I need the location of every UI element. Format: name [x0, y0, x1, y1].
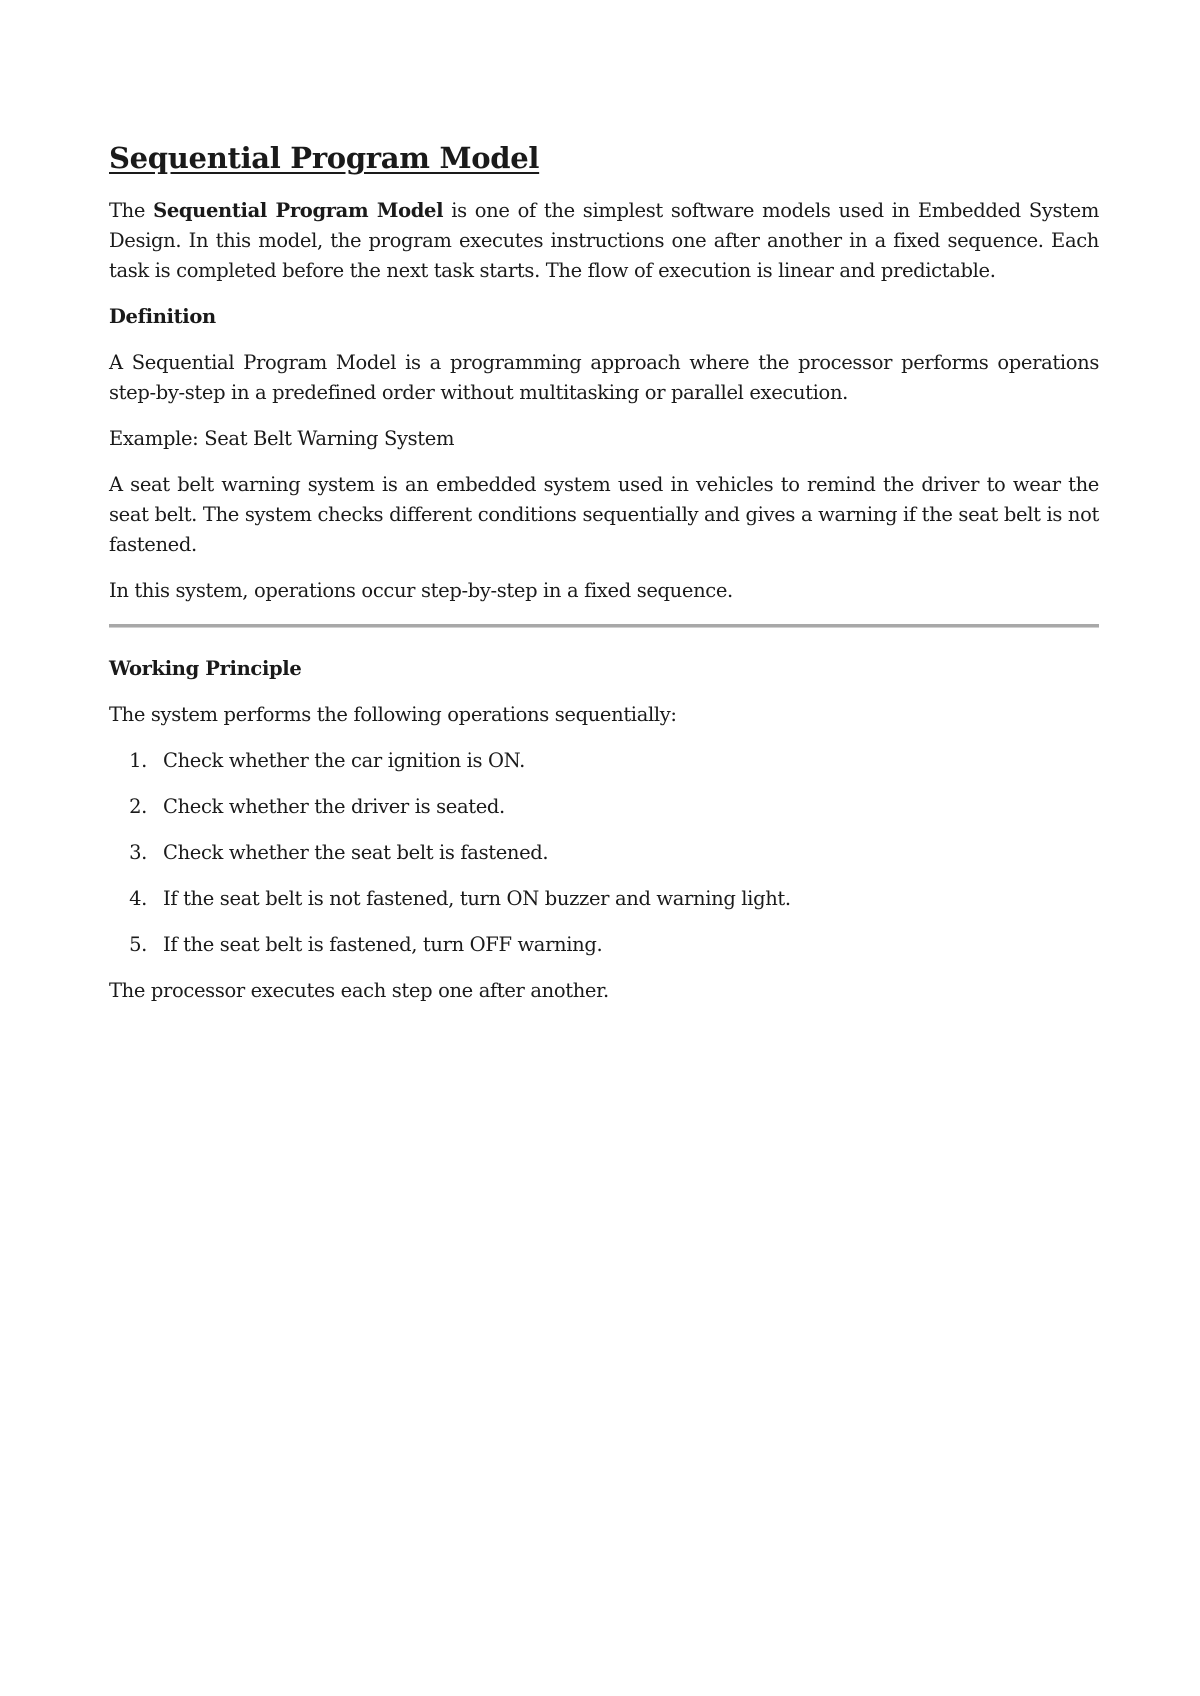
list-item [109, 746, 1099, 776]
list-item [109, 930, 1099, 960]
list-item-number: 3. [129, 840, 147, 864]
intro-prefix: The [109, 198, 154, 222]
list-item [109, 838, 1099, 868]
list-item-number: 4. [129, 886, 147, 910]
list-item-text: Check whether the car ignition is ON. [163, 748, 525, 772]
definition-paragraph: A Sequential Program Model is a programming approach where the processor performs operations step-by-step in a predefined order without multitasking or parallel execution. [109, 350, 1099, 404]
list-item-text: If the seat belt is fastened, turn OFF warning. [163, 932, 603, 956]
document-page [109, 140, 1099, 1022]
steps-list [109, 746, 1099, 960]
list-item-number: 5. [129, 932, 147, 956]
intro-paragraph [109, 196, 1099, 286]
example-paragraph: A seat belt warning system is an embedded system used in vehicles to remind the driver to wear the seat belt. The system checks different conditions sequentially and gives a warning if the seat belt is not fastened. [109, 472, 1099, 556]
intro-rest: is one of the simplest software models used in Embedded System Design. In this model, the program executes instructions one after another in a fixed sequence. Each task is completed before the next task starts. The flow of execution is linear and predictable. [109, 198, 1099, 282]
document-title: Sequential Program Model [109, 141, 540, 175]
list-item-text: Check whether the driver is seated. [163, 794, 505, 818]
list-item-number: 1. [129, 748, 147, 772]
working-principle-heading: Working Principle [109, 656, 302, 680]
list-item-text: Check whether the seat belt is fastened. [163, 840, 549, 864]
definition-heading: Definition [109, 304, 216, 328]
intro-bold-term: Sequential Program Model [153, 198, 444, 222]
horizontal-divider [109, 624, 1099, 628]
list-item [109, 884, 1099, 914]
closing-paragraph: The processor executes each step one after another. [109, 978, 609, 1002]
example-note: In this system, operations occur step-by-step in a fixed sequence. [109, 578, 733, 602]
list-item-text: If the seat belt is not fastened, turn ON buzzer and warning light. [163, 886, 791, 910]
working-intro: The system performs the following operations sequentially: [109, 702, 677, 726]
list-item [109, 792, 1099, 822]
example-heading: Example: Seat Belt Warning System [109, 426, 455, 450]
list-item-number: 2. [129, 794, 147, 818]
